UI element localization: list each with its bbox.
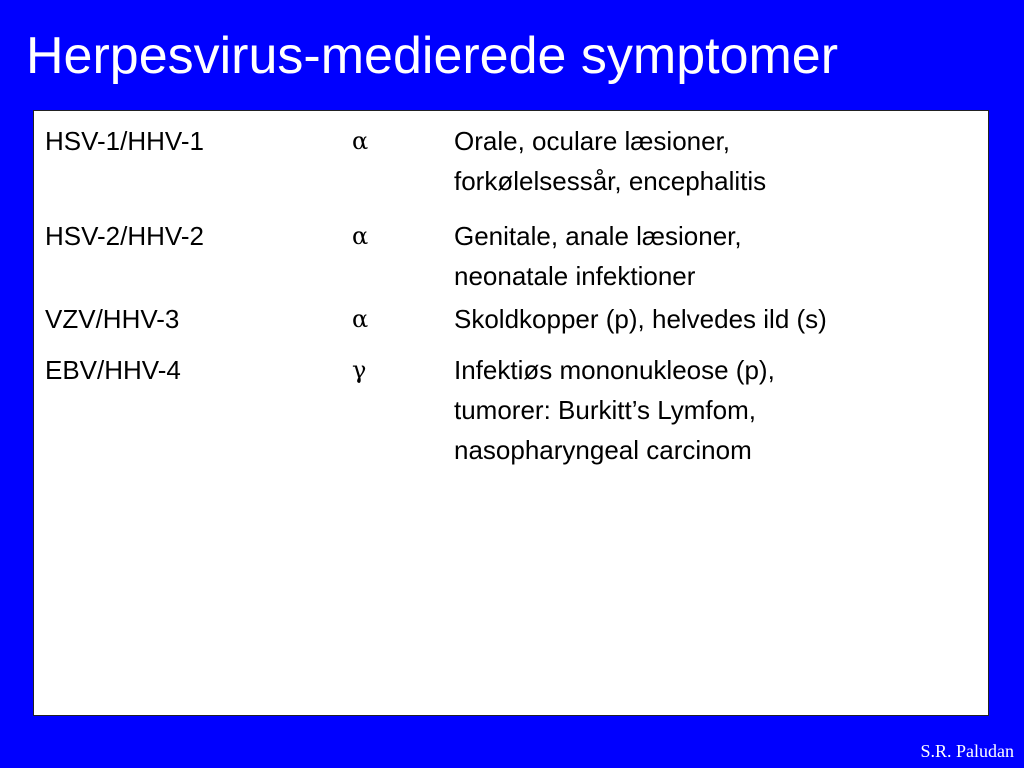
symptom-line: forkølelsessår, encephalitis: [454, 166, 767, 196]
author-credit: S.R. Paludan: [920, 741, 1014, 761]
virus-name: HSV-2/HHV-2: [45, 221, 204, 251]
virus-name: HSV-1/HHV-1: [45, 126, 204, 156]
virus-class: γ: [352, 356, 367, 384]
virus-class: α: [352, 222, 369, 250]
symptom-line: Orale, oculare læsioner,: [454, 126, 731, 156]
content-box: [33, 110, 989, 716]
virus-symptoms: [454, 299, 827, 339]
slide-title: Herpesvirus-medierede symptomer: [26, 27, 839, 85]
symptom-line: Infektiøs mononukleose (p),: [454, 355, 775, 385]
symptom-line: neonatale infektioner: [454, 261, 696, 291]
virus-symptoms: [454, 216, 742, 296]
virus-name: VZV/HHV-3: [45, 304, 180, 334]
symptom-line: Genitale, anale læsioner,: [454, 221, 742, 251]
symptom-line: nasopharyngeal carcinom: [454, 435, 752, 465]
virus-symptoms: [454, 121, 766, 201]
virus-class: α: [352, 305, 369, 333]
symptom-line: tumorer: Burkitt’s Lymfom,: [454, 395, 756, 425]
virus-class: α: [352, 127, 369, 155]
symptom-line: Skoldkopper (p), helvedes ild (s): [454, 304, 827, 334]
virus-name: EBV/HHV-4: [45, 355, 181, 385]
virus-symptoms: [454, 350, 775, 470]
